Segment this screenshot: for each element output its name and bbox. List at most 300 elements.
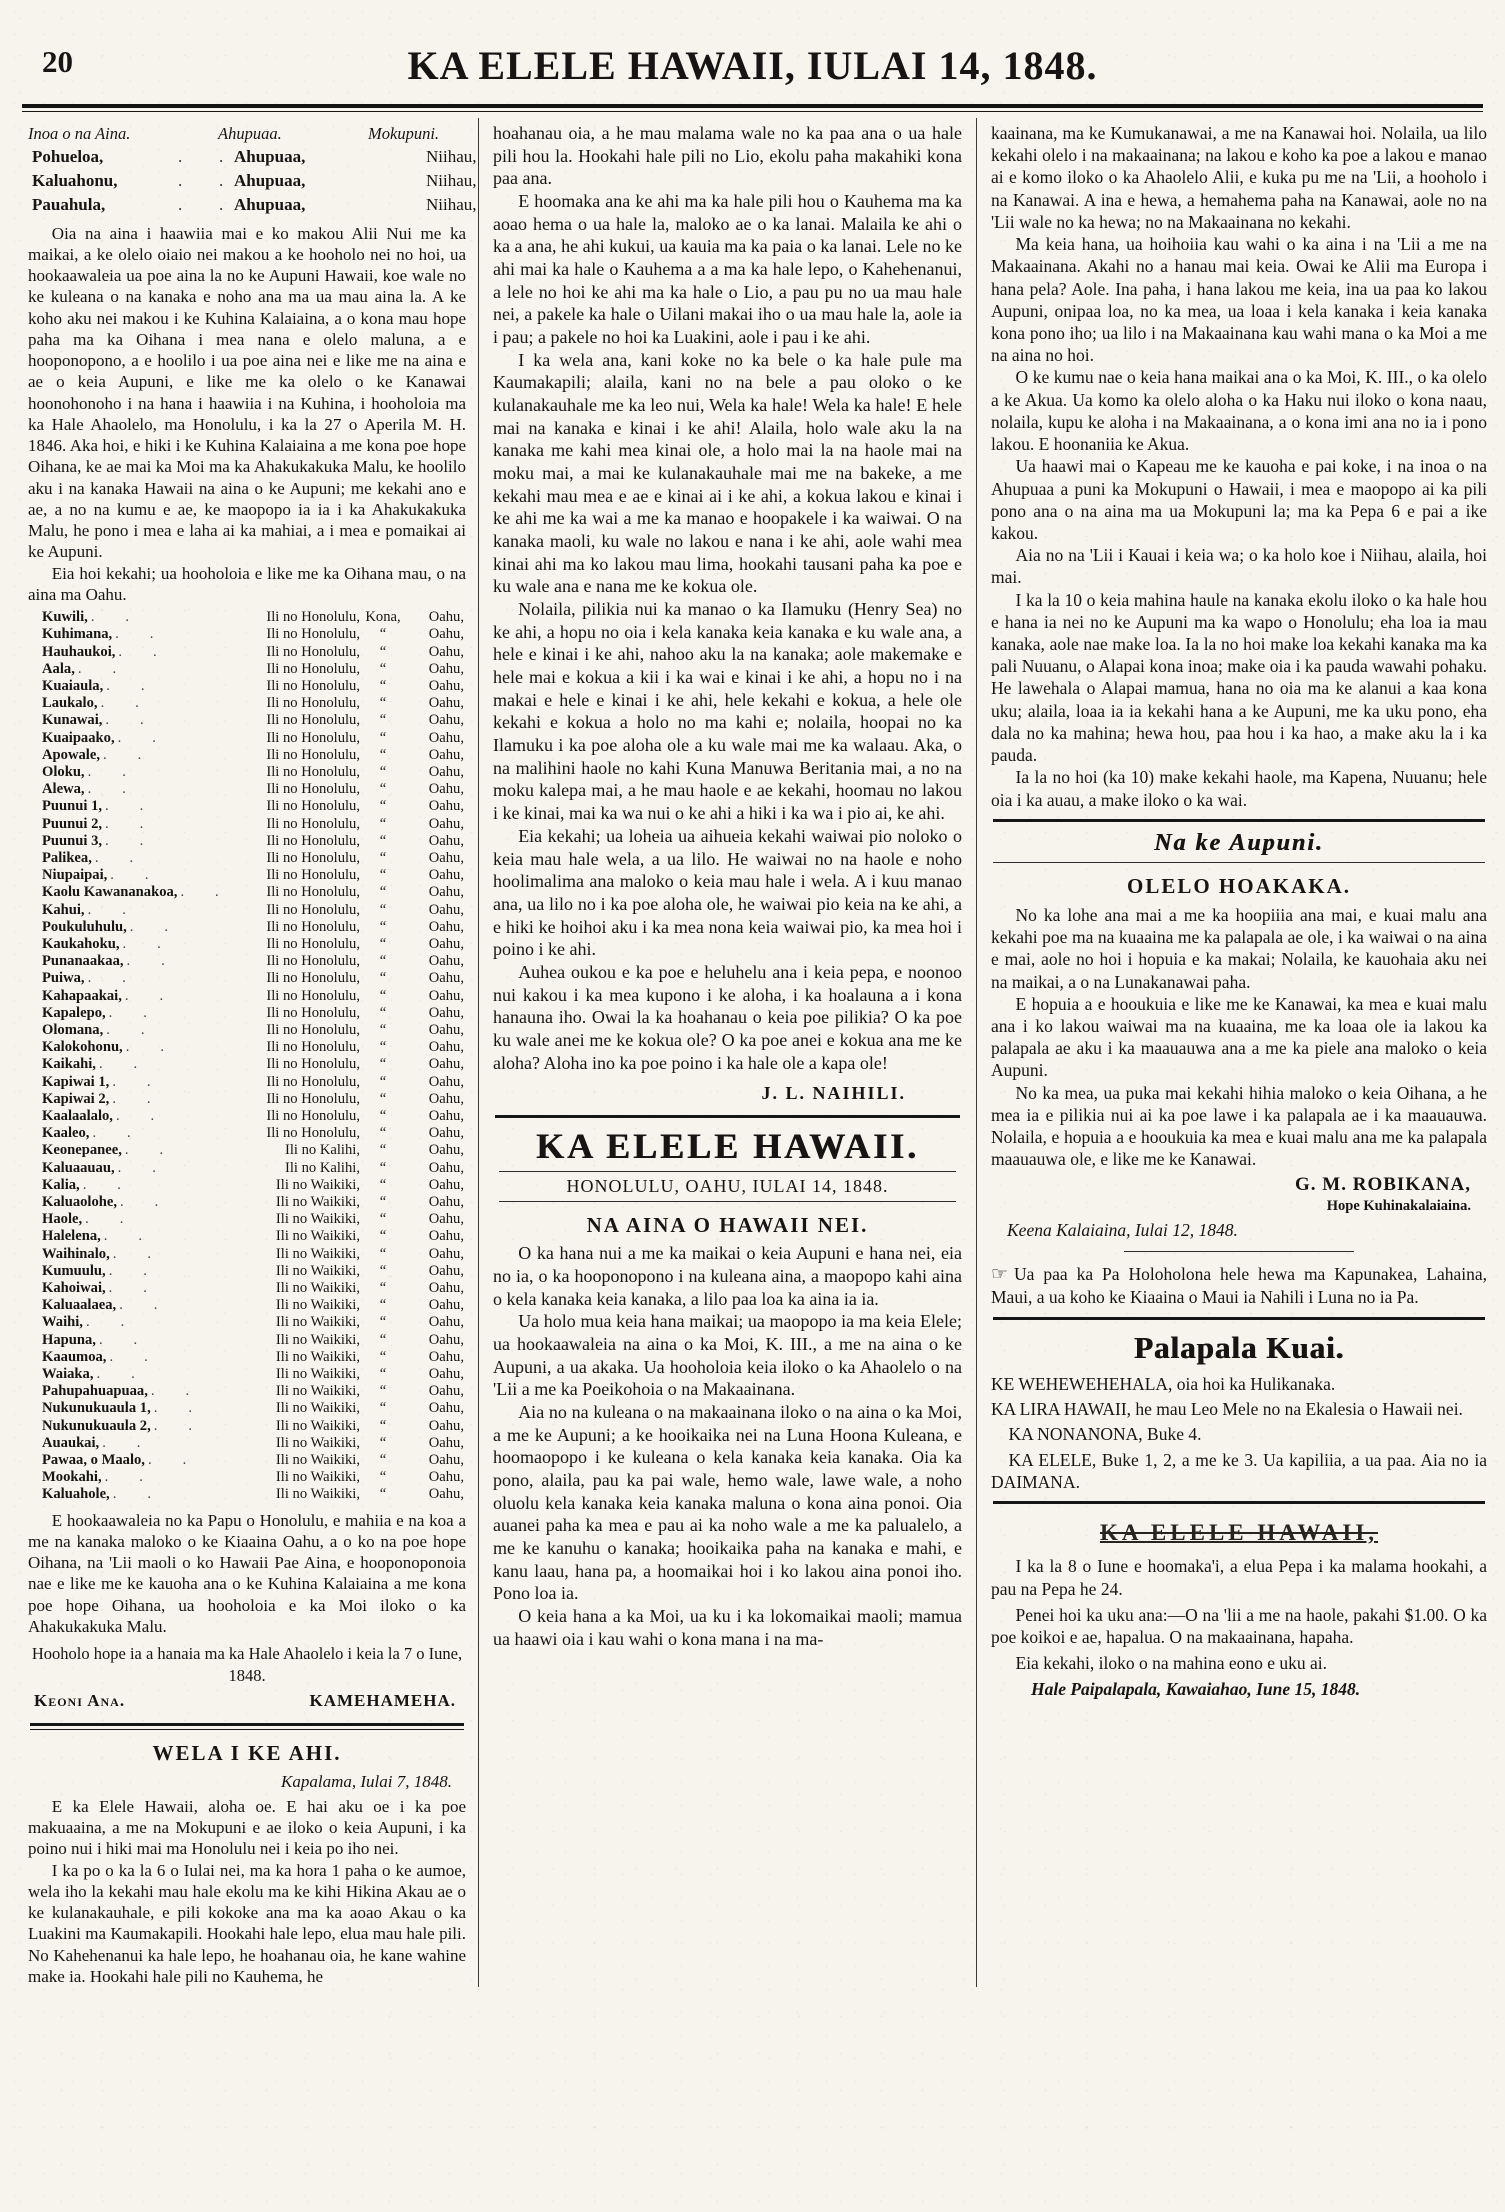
paragraph: E hookaawaleia no ka Papu o Honolulu, e mahiia e na koa a me na kanaka maloko o ke Kiaaina Oahu, a o ko na poe hope Oihana, na 'Lii maoli o ko Hawaii Pae Aina, e hooponoponoia nae e like me ke kauoha ana o ke Kuhina Kalaiaina a me kona poe hope Oihana, ua hooholoia e ka Moi iloko o ka Ahakukakuka Malu. [28, 1510, 466, 1636]
ditto-mark: “ [379, 643, 387, 660]
notice-text: Ua paa ka Pa Holoholona hele hewa ma Kapunakea, Lahaina, Maui, a ua koho ke Kiaaina o Maui ia Nahili i Luna no ia Pa. [991, 1264, 1487, 1308]
ditto-mark: “ [379, 1331, 387, 1348]
pound-notice [991, 1262, 1487, 1308]
ditto-mark: “ [379, 1211, 387, 1228]
table-row [28, 936, 466, 953]
table-row [28, 1383, 466, 1400]
island-cell: Oahu, [428, 1056, 464, 1073]
table-row [28, 953, 466, 970]
island-cell: Oahu, [428, 884, 464, 901]
island-cell: Oahu, [428, 609, 464, 626]
ditto-mark: “ [379, 987, 387, 1004]
land-name: Kuaiaula, [42, 677, 104, 694]
ditto-mark: “ [379, 867, 387, 884]
leader-dots [103, 1022, 266, 1039]
table-row [28, 193, 477, 217]
land-name: Apowale, [42, 746, 100, 763]
ahupuaa-cell: Ahupuaa, [234, 146, 306, 166]
ili-district: Ili no Honolulu, [266, 918, 360, 935]
ili-district: Ili no Honolulu, [266, 849, 360, 866]
paragraph: Penei hoi ka uku ana:—O na 'lii a me na haole, pakahi $1.00. O ka poe koikoi e ae, hapalua. O na makaainana, hapaha. [991, 1604, 1487, 1647]
island-cell: Oahu, [428, 1366, 464, 1383]
ili-district: Ili no Waikiki, [275, 1194, 360, 1211]
ili-district: Ili no Honolulu, [266, 660, 360, 677]
leader-dots [89, 1125, 266, 1142]
land-name: Niupaipai, [42, 867, 108, 884]
land-name: Waihinalo, [42, 1245, 110, 1262]
closing-paragraphs [28, 1510, 466, 1638]
leader-dots [115, 644, 266, 661]
land-name: Kalokohonu, [42, 1039, 123, 1056]
paragraph: hoahanau oia, a he mau malama wale no ka paa ana o ua hale pili hou la. Hookahi hale pili no Lio, ekolu paha makahiki kona paa ana. [493, 123, 962, 189]
ili-district: Ili no Honolulu, [266, 953, 360, 970]
masthead-title: KA ELELE HAWAII, IULAI 14, 1848. [407, 43, 1098, 88]
land-name: Oloku, [42, 763, 85, 780]
ditto-mark: “ [379, 729, 387, 746]
island-cell: Oahu, [428, 712, 464, 729]
island-cell: Oahu, [428, 1090, 464, 1107]
ili-district: Ili no Honolulu, [266, 1090, 360, 1107]
paragraph: No ka lohe ana mai a me ka hoopiiia ana mai, e kuai malu ana kekahi poe ma na kuaaina me ka palapala ae ole, i ka waiwai o na aina e mai, aole no hoi i hopuia e ka makai; Nolaila, ke kauohaia aku nei na maikai, a o na Lunakanawai paha. [991, 904, 1487, 992]
table-row [28, 1280, 466, 1297]
masthead-rule [495, 1115, 960, 1118]
ili-district: Ili no Waikiki, [275, 1417, 360, 1434]
island-cell: Oahu, [428, 1314, 464, 1331]
prospectus-title: KA ELELE HAWAII, [1099, 1520, 1379, 1546]
column-left [26, 118, 478, 1987]
leader-dots [83, 1314, 276, 1331]
leader-dots [103, 678, 266, 695]
island-cell: Oahu, [428, 1039, 464, 1056]
table-row [28, 1142, 466, 1159]
ili-district: Ili no Waikiki, [275, 1211, 360, 1228]
land-name: Auaukai, [42, 1434, 100, 1451]
ditto-mark: “ [379, 1314, 387, 1331]
ili-district: Ili no Honolulu, [266, 1056, 360, 1073]
leader-dots [102, 798, 266, 815]
island-cell: Oahu, [428, 626, 464, 643]
leader-dots [106, 1349, 275, 1366]
land-name: Kuwili, [42, 609, 88, 626]
land-name: Puiwa, [42, 970, 85, 987]
table-row [28, 1177, 466, 1194]
land-name: Pahupahuapuaa, [42, 1383, 148, 1400]
island-cell: Oahu, [428, 1108, 464, 1125]
columns [0, 112, 1505, 1987]
ili-district: Ili no Waikiki, [275, 1314, 360, 1331]
land-table-header-cell: Inoa o na Aina. [28, 124, 131, 143]
paragraph: I ka po o ka la 6 o Iulai nei, ma ka hora 1 paha o ke aumoe, wela iho la kekahi mau hale ekolu ma ke kihi Hikina Akau ae o ke kulanakauhale, e pili kokoke ana ma ka aoao Akau o ka Luakini ma Kaumakapili. Hookahi hale lepo, elua mau hale pili. No Kahehenanui ka hale lepo, he hoahanau oia, he kane wahine make ia. Hookahi hale pili no Kauhema, he [28, 1860, 466, 1986]
government-section-header: Na ke Aupuni. [1154, 829, 1324, 856]
aina-paragraphs [493, 1242, 962, 1650]
signature-robikana: G. M. ROBIKANA, [1295, 1173, 1471, 1195]
ditto-mark: “ [379, 918, 387, 935]
paragraph: Aia no na 'Lii i Kauai i keia wa; o ka holo koe i Niihau, alaila, hoi mai. [991, 545, 1487, 588]
ditto-mark: “ [379, 746, 387, 763]
ditto-mark: “ [379, 1108, 387, 1125]
ditto-mark: “ [379, 712, 387, 729]
land-name: Kapiwai 1, [42, 1073, 110, 1090]
leader-dots [113, 1108, 266, 1125]
land-table-header-cell: Mokupuni. [368, 124, 440, 143]
ditto-mark: “ [379, 660, 387, 677]
land-name: Keonepanee, [42, 1142, 122, 1159]
ili-district: Ili no Waikiki, [275, 1262, 360, 1279]
table-row [28, 1022, 466, 1039]
paragraph: O ke kumu nae o keia hana maikai ana o ka Moi, K. III., o ka olelo a ke Akua. Ua komo ka olelo aloha o ka Haku nui iloko o kona naau, nolaila, kupu ke aloha i na Makaainana, a o kona imi ana no ia i pono lakou. E hoonaniia ke Akua. [991, 367, 1487, 455]
land-name: Kalia, [42, 1176, 80, 1193]
ditto-mark: “ [379, 1125, 387, 1142]
paragraph: Aia no na kuleana o na makaainana iloko o na aina o ka Moi, a me ke Aupuni; a ke hooikaika nei na Luna Hoona Kuleana, e hoomaopopo i ke kuleana o kela kanaka keia kanaka. Oia ka pono, alaila, pau ka pai wale, hemo wale, lawe wale, a noho oluolu kela kanaka keia kanaka maluna o kona aina ponoi. Oia auanei paha ka mea e pau ai ka noho wale a me ka palualelo, a me ke kanuhu o kanaka; hooikaika paha na kanaka e mahi, e kanu laau, hana pa, a hoomaikai hoi i ko lakou aina ponoi iho. Pono loa ia. [493, 1402, 962, 1604]
leader-dots [80, 1177, 276, 1194]
island-cell: Oahu, [428, 987, 464, 1004]
decree-paragraphs [28, 223, 466, 606]
table-row [28, 902, 466, 919]
island-cell: Oahu, [428, 1434, 464, 1451]
land-name: Kahapaakai, [42, 987, 122, 1004]
island-cell: Oahu, [428, 1245, 464, 1262]
ditto-mark: “ [379, 677, 387, 694]
table-row [28, 1211, 466, 1228]
paragraph: Ia la no hoi (ka 10) make kekahi haole, ma Kapena, Nuuanu; hele oia i ka auau, a make iloko o ka wai. [991, 767, 1487, 810]
land-name: Kuaipaako, [42, 729, 115, 746]
island-cell: Oahu, [428, 1280, 464, 1297]
paragraph: E ka Elele Hawaii, aloha oe. E hai aku oe i ka poe makuaaina, a me na Mokupuni e ae iloko o keia Aupuni, i ka poino nui i hiki mai ma Honolulu nei i keia po iho nei. [28, 1796, 466, 1859]
ditto-mark: “ [379, 1452, 387, 1469]
column-right [976, 118, 1493, 1987]
list-item: KE WEHEWEHEHALA, oia hoi ka Hulikanaka. [991, 1373, 1336, 1394]
ditto-mark: “ [379, 815, 387, 832]
island-cell: Oahu, [428, 1383, 464, 1400]
paragraph: Oia na aina i haawiia mai e ko makou Alii Nui me ka maikai, a ke olelo oiaio nei makou a ke hooholo nei no hoi, ua hookaawaleia ua poe aina la no ke Aupuni Hawaii, koe wale no ke kuleana o na kanaka e noho ana ma ua mau aina la. A ke koho aku nei makou i ke Kuhina Kalaiaina, a o kona mau hope paha ma ka Oihana i mea nana e olelo maluna, a e hooponopono, a e hoolilo i ua poe aina nei e like me na aina e ae o keia Aupuni, e like me ka olelo o ke Kanawai hoonohonoho i na hana i haawiia i na Kuhina, i hooholoia ma ka Hale Ahaolelo, ma Honolulu, i ka la 27 o Aperila M. H. 1846. Aka hoi, e hiki i ke Kuhina Kalaiaina a me kona poe hope Oihana, ke ae mai ka Moi ma ka Ahakukakuka Malu, ke hoolilo aku i na kanaka Hawaii na aina o ke Aupuni; me kekahi ano e ae, a no na kumu e ae, ke maopopo ia ia i ka Ahakukakuka Malu, he pono i mea e laha ai ka mahiai, a i mea e pomaikai ai ke Aupuni. [28, 223, 466, 562]
ili-district: Ili no Waikiki, [275, 1280, 360, 1297]
land-table-header-cell: Ahupuaa. [218, 124, 282, 143]
mokupuni-cell: Niihau, [426, 194, 477, 214]
leader-dots [106, 1005, 267, 1022]
ili-district: Ili no Honolulu, [266, 884, 360, 901]
ili-district: Ili no Honolulu, [266, 1004, 360, 1021]
ditto-mark: “ [379, 798, 387, 815]
pointing-hand-icon: ☞ [991, 1263, 1009, 1286]
leader-dots [123, 1039, 267, 1056]
island-cell: Oahu, [428, 815, 464, 832]
fire-dateline: Kapalama, Iulai 7, 1848. [281, 1771, 452, 1791]
ditto-mark: “ [379, 1056, 387, 1073]
hoakaka-title: OLELO HOAKAKA. [1126, 874, 1352, 899]
land-table [28, 124, 477, 217]
table-row [28, 867, 466, 884]
leader-dots [110, 1246, 276, 1263]
leader-dots [109, 1091, 266, 1108]
ili-district: Ili no Honolulu, [266, 643, 360, 660]
leader-dots [101, 1228, 276, 1245]
paragraph: E hoomaka ana ke ahi ma ka hale pili hou o Kauhema ma ka aoao hema o ua hale la, maloko ae o ka lanai. Malaila ke ahi o ka a ana, he ahi kukui, ua kauia ma ka paia o ka lanai. Lele no ke ahi mai ka hale o Kauhema a a ma ka hale lepo, o Kahehenanui, a lele no hoi ke ahi ma ka hale o Lio, a pau pu no ua mau hale nei, a pakele ka hale o Uilani makai iho o ua mau hale la, aole ia i pau; a pakele no hoi ka Luakini, aole i pau i ke ahi. [493, 191, 962, 348]
land-name: Kaluahole, [42, 1486, 110, 1503]
table-row [28, 919, 466, 936]
ditto-mark: “ [379, 1194, 387, 1211]
leader-dots [94, 1366, 276, 1383]
leader-dots [119, 936, 266, 953]
ditto-mark: “ [379, 763, 387, 780]
column-middle [478, 118, 976, 1987]
table-row [28, 764, 466, 781]
leader-dots [122, 988, 266, 1005]
land-name: Aala, [42, 660, 75, 677]
signature-naihili: J. L. NAIHILI. [761, 1083, 906, 1104]
paragraph: Eia kekahi, iloko o na mahina eono e uku ai. [1015, 1653, 1328, 1674]
land-name: Olomana, [42, 1022, 104, 1038]
issue-dateline: HONOLULU, OAHU, IULAI 14, 1848. [499, 1171, 956, 1202]
land-name: Kaluahonu, [32, 170, 118, 190]
leader-dots [109, 1074, 266, 1091]
ditto-mark: “ [379, 1228, 387, 1245]
ili-land-list [28, 609, 466, 1504]
land-name: Kaukahoku, [42, 935, 120, 952]
mokupuni-cell: Niihau, [426, 170, 477, 190]
island-cell: Oahu, [428, 1022, 464, 1038]
resolution-line: Hooholo hope ia a hanaia ma ka Hale Ahaolelo i keia la 7 o Iune, 1848. [31, 1644, 463, 1685]
short-rule [1124, 1251, 1354, 1252]
table-row [28, 1228, 466, 1245]
signature-row [28, 1688, 466, 1717]
land-name: Kaaleo, [42, 1125, 90, 1142]
table-row [28, 798, 466, 815]
island-cell: Oahu, [428, 1194, 464, 1211]
island-cell: Oahu, [428, 1452, 464, 1469]
table-row [28, 626, 466, 643]
ili-district: Ili no Waikiki, [275, 1452, 360, 1469]
table-row [28, 1366, 466, 1383]
island-cell: Oahu, [428, 798, 464, 815]
table-row [28, 1074, 466, 1091]
ditto-mark: “ [379, 1073, 387, 1090]
island-cell: Oahu, [428, 832, 464, 849]
leader-dots [102, 816, 266, 833]
ili-district: Ili no Honolulu, [266, 815, 360, 832]
land-name: Nukunukuaula 2, [42, 1417, 151, 1434]
leader-dots [75, 661, 267, 678]
table-row [28, 145, 477, 169]
leader-dots [127, 919, 267, 936]
paragraph: No ka mea, ua puka mai kekahi hihia maloko o keia Oihana, a he mea ia e pilikia nui ai ka poe lawe i ka palapala ae i ka maauauwa. Nolaila, e hopuia a e hooukuia ka mea e kuai malu ana me ka palapala maauauwa ole, e like me ke Kanawai. [991, 1082, 1487, 1170]
land-name: Halelena, [42, 1228, 101, 1245]
land-name: Alewa, [42, 781, 85, 798]
table-row [28, 169, 477, 193]
island-cell: Oahu, [428, 953, 464, 970]
island-cell: Oahu, [428, 763, 464, 780]
page-number: 20 [42, 44, 73, 79]
leader-dots [106, 1280, 276, 1297]
paragraph: Ma keia hana, ua hoihoiia kau wahi o ka aina i na 'Lii a me na Makaainana. Akahi no a hanau mai keia. Owai ke Alii ma Europa i hana pela? Aole. Ina paha, i hana lakou me keia, ina ua paa ko lakou Aupuni, onipaa loa, no ka mea, ua loaa i kela kanaka i keia kanaka kona pono iho; ua lilo i na Makaainana kau wahi mana o ka Moi a me na aina no hoi. [991, 234, 1487, 366]
ditto-mark: “ [379, 1022, 387, 1038]
table-row [28, 1435, 466, 1452]
table-row [28, 695, 466, 712]
table-row [28, 712, 466, 729]
land-name: Kaikahi, [42, 1056, 96, 1073]
land-name: Kahoiwai, [42, 1280, 106, 1297]
land-name: Hauhaukoi, [42, 643, 116, 660]
island-cell: Oahu, [428, 729, 464, 746]
ditto-mark: “ [379, 1039, 387, 1056]
ili-district: Ili no Waikiki, [275, 1245, 360, 1262]
ditto-mark: “ [379, 781, 387, 798]
land-name: Puunui 2, [42, 815, 103, 832]
paragraph: I ka wela ana, kani koke no ka bele o ka hale pule ma Kaumakapili; alaila, kani no na bele a pau oloko o ke kulanakauhale me ka leo nui, Wela ka hale! Wela ka hale! E hele mai na kanaka e kinai i ke ahi! Alaila, holo wale aku la na kanaka me kahi mea kinai ole, a holo mai la na haole mai na moku mai, a mai ke kulanakauhale mai me na bakeke, a me kekahi mau mea e ae e kinai ai i ke ahi, a kokua lakou e kinai i ke ahi me ka wai a me ka manao e hoopakele i ka waiwai. O na kanaka maoli, ku wale no lakou e nana i ke ahi, aole wahi mea kinai ahi ma ko lakou mau lima, hookahi tausani paha ka poe e ku wale ana e nana me ke kokua ole. [493, 349, 962, 597]
leader-dots [88, 609, 267, 626]
page-header [0, 0, 1505, 96]
ili-district: Ili no Honolulu, [266, 781, 360, 798]
ili-district: Ili no Waikiki, [275, 1331, 360, 1348]
ditto-mark: “ [379, 695, 387, 712]
ili-district: Ili no Waikiki, [275, 1486, 360, 1503]
leader-dots [96, 1056, 266, 1073]
prospectus-rule [993, 1501, 1485, 1504]
leader-dots [102, 712, 266, 729]
ahupuaa-cell: Ahupuaa, [234, 170, 306, 190]
ditto-mark: “ [379, 626, 387, 643]
signature-block [991, 1173, 1487, 1216]
ili-district: Ili no Waikiki, [275, 1366, 360, 1383]
ili-district: Ili no Honolulu, [266, 712, 360, 729]
island-cell: Oahu, [428, 1159, 464, 1176]
ditto-mark: “ [379, 1262, 387, 1279]
table-row [28, 1332, 466, 1349]
ili-district: Ili no Honolulu, [266, 798, 360, 815]
island-cell: Oahu, [428, 695, 464, 712]
section-rule [30, 1723, 464, 1730]
land-name: Kaluaolohe, [42, 1194, 118, 1211]
ditto-mark: “ [379, 1348, 387, 1365]
land-name: Puunui 1, [42, 798, 103, 815]
island-cell: Oahu, [428, 1211, 464, 1228]
table-row [28, 1246, 466, 1263]
land-name: Kaluaauau, [42, 1159, 115, 1176]
island-cell: Oahu, [428, 918, 464, 935]
ili-district: Ili no Waikiki, [275, 1434, 360, 1451]
land-name: Pauahula, [32, 194, 106, 214]
ili-district: Ili no Honolulu, [266, 935, 360, 952]
prospectus-paragraphs [991, 1555, 1487, 1674]
inner-masthead: KA ELELE HAWAII. [535, 1125, 920, 1166]
ili-district: Ili no Honolulu, [266, 1108, 360, 1125]
ili-district: Ili no Waikiki, [275, 1469, 360, 1486]
imprint-line: Hale Paipalapala, Kawaiahao, Iune 15, 1848. [1031, 1679, 1361, 1700]
table-row [28, 988, 466, 1005]
ditto-mark: “ [379, 1245, 387, 1262]
signature-kamehameha: KAMEHAMEHA. [309, 1691, 456, 1711]
paragraph: E hopuia a e hooukuia e like me ke Kanawai, ka mea e kuai malu ana i ko lakou waiwai ma na kuaaina, me ka loaa ole ia lakou ka palapala ae aku i ka maauauwa ana a me ka piele ana maloko o keia Aupuni. [991, 993, 1487, 1081]
table-row [28, 661, 466, 678]
island-cell: Oahu, [428, 1176, 464, 1193]
ili-district: Ili no Honolulu, [266, 1125, 360, 1142]
table-row [28, 1486, 466, 1503]
island-cell: Oahu, [428, 970, 464, 987]
leader-dots [102, 833, 266, 850]
land-name: Kuhimana, [42, 626, 113, 643]
ili-district: Ili no Honolulu, [266, 746, 360, 763]
leader-dots [178, 145, 234, 169]
ili-district: Ili no Waikiki, [275, 1176, 360, 1193]
leader-dots [177, 884, 266, 901]
leader-dots [85, 970, 267, 987]
table-row [28, 1056, 466, 1073]
table-row [28, 1108, 466, 1125]
hoakaka-paragraphs [991, 904, 1487, 1171]
leader-dots [151, 1418, 276, 1435]
land-name: Punanaakaa, [42, 953, 124, 970]
ditto-mark: “ [379, 884, 387, 901]
aina-continued-paragraphs [991, 122, 1487, 811]
land-name: Laukalo, [42, 695, 98, 712]
ili-district: Ili no Waikiki, [275, 1348, 360, 1365]
island-cell: Oahu, [428, 1417, 464, 1434]
signature-role: Hope Kuhinakalaiaina. [1326, 1197, 1471, 1214]
ili-district: Ili no Honolulu, [266, 867, 360, 884]
leader-dots [85, 764, 267, 781]
office-dateline: Keena Kalaiaina, Iulai 12, 1848. [1007, 1220, 1238, 1241]
island-cell: Oahu, [428, 1331, 464, 1348]
paragraph: Auhea oukou e ka poe e heluhelu ana i keia pepa, e noonoo nui kakou i ka mea kupono i ke aloha, i ka hoalauna a i kona hanauna iho. Owai la ka hoahanau o keia poe pilikia? O ka poe ku wale anei me ke kokua ole? O ka poe anei e kokua ana me ke aloha? Aloha ino ka poe poino i ka hale ole a kapa ole! [493, 961, 962, 1073]
leader-dots [106, 1263, 276, 1280]
island-cell: Oahu, [428, 1297, 464, 1314]
table-row [28, 678, 466, 695]
table-row [28, 747, 466, 764]
island-cell: Oahu, [428, 1486, 464, 1503]
island-cell: Oahu, [428, 643, 464, 660]
island-cell: Oahu, [428, 1348, 464, 1365]
ditto-mark: “ [379, 1004, 387, 1021]
fire-letter-start [28, 1796, 466, 1987]
ditto-mark: “ [379, 1366, 387, 1383]
island-cell: Oahu, [428, 781, 464, 798]
land-name: Kumuulu, [42, 1262, 106, 1279]
paragraph: I ka la 8 o Iune e hoomaka'i, a elua Pepa i ka malama hookahi, a pau na Pepa he 24. [991, 1556, 1487, 1599]
ahupuaa-cell: Ahupuaa, [234, 194, 306, 214]
ili-district: Ili no Honolulu, [266, 832, 360, 849]
ili-district: Ili no Honolulu, [266, 729, 360, 746]
books-list [991, 1373, 1487, 1493]
leader-dots [100, 747, 266, 764]
land-name: Pohueloa, [32, 146, 104, 166]
leader-dots [82, 1211, 276, 1228]
ili-district: Ili no Honolulu, [266, 695, 360, 712]
aina-article-title: NA AINA O HAWAII NEI. [586, 1212, 869, 1237]
ili-district: Ili no Honolulu, [266, 1039, 360, 1056]
leader-dots [96, 1332, 276, 1349]
leader-dots [85, 781, 267, 798]
ditto-mark: “ [379, 901, 387, 918]
island-cell: Oahu, [428, 746, 464, 763]
island-cell: Oahu, [428, 1142, 464, 1159]
island-cell: Oahu, [428, 935, 464, 952]
leader-dots [107, 867, 266, 884]
ditto-mark: Kona, [365, 609, 401, 626]
leader-dots [178, 193, 234, 217]
ditto-mark: “ [379, 1176, 387, 1193]
fire-article-title: WELA I KE AHI. [152, 1741, 342, 1766]
table-row [28, 1418, 466, 1435]
ditto-mark: “ [379, 1469, 387, 1486]
ditto-mark: “ [379, 1297, 387, 1314]
paragraph: Eia hoi kekahi; ua hooholoia e like me ka Oihana mau, o na aina ma Oahu. [28, 563, 466, 604]
table-row [28, 1297, 466, 1314]
table-row [28, 833, 466, 850]
paragraph: O ka hana nui a me ka maikai o keia Aupuni e hana nei, eia no ia, o ka hooponopono i na kuleana aina, a maopopo kahi aina o kela kanaka keia kanaka, a lilo paa loa ka aina ia ia. [493, 1243, 962, 1309]
ditto-mark: “ [379, 1417, 387, 1434]
ili-district: Ili no Honolulu, [266, 987, 360, 1004]
ditto-mark: “ [379, 953, 387, 970]
books-for-sale-title: Palapala Kuai. [1133, 1329, 1345, 1365]
